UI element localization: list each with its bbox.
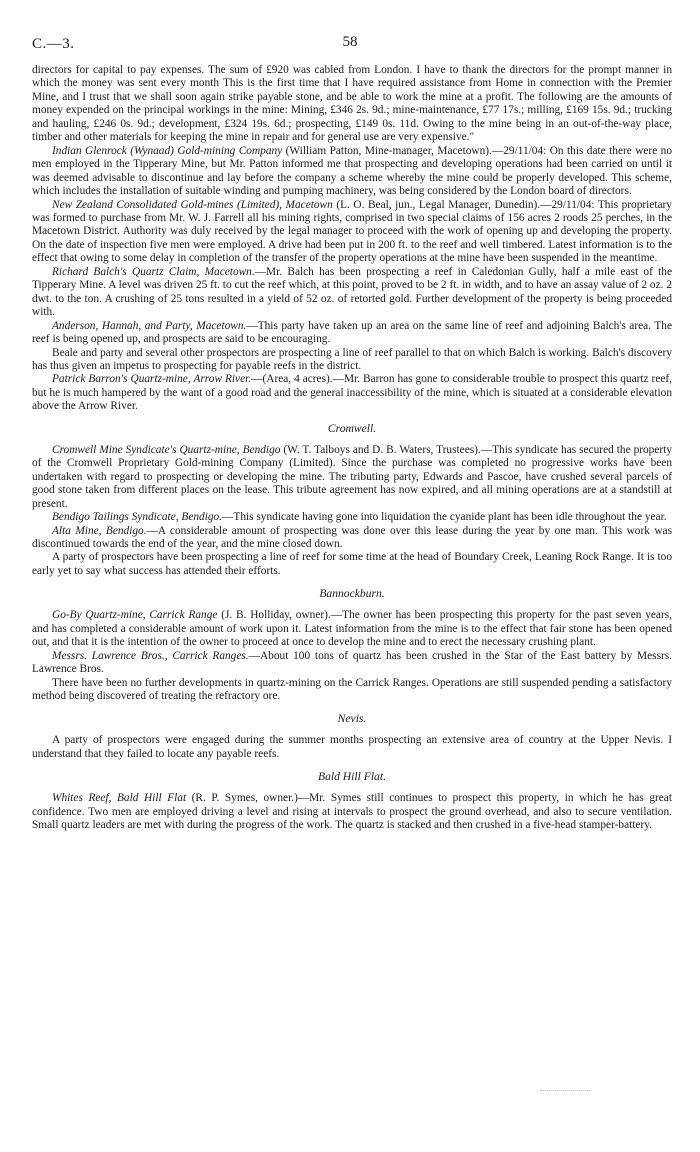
paragraph-indian-glenrock: Indian Glenrock (Wynaad) Gold-mining Company (William Patton, Mine-manager, Macetown).—29/11/04: On this date there were no men employed in the Tipperary Mine, but Mr. Patton informed me that prospecting and developing operations had been carried on until it was deemed advisable to discontinue and lay before the company a scheme whereby the mine could be properly developed. This scheme, which includes the installation of suitable winding and pumping machinery, was being considered by the London board of directors. bbox=[32, 144, 673, 198]
paragraph-carrick-ranges: There have been no further developments in quartz-mining on the Carrick Ranges. Operations are still suspended pending a satisfactory method being discovered of treating the refractory ore. bbox=[32, 676, 672, 703]
paragraph-continuation: directors for capital to pay expenses. The sum of £920 was cabled from London. I have to thank the directors for the prompt manner in which the money was sent every month This is the first time that I have required assistance from Home in connection with the Premier Mine, and I trust that we shall soon again strike payable stone, and be able to work the mine at a profit. The following are the amounts of money expended on the principal workings in the mine: Mining, £346 2s. 9d.; mine-maintenance, £77 17s.; milling, £169 15s. 9d.; trucking and hauling, £246 0s. 9d.; development, £324 19s. 6d.; prospecting, £149 0s. 11d. Owing to the mine being in an out-of-the-way place, timber and other materials for keeping the mine in repair and for general use are very expensive." bbox=[32, 64, 672, 144]
paragraph-bendigo-tailings: Bendigo Tailings Syndicate, Bendigo.—This syndicate having gone into liquidation the cyanide plant has been idle throughout the year. bbox=[52, 511, 667, 524]
paragraph-whites-reef: Whites Reef, Bald Hill Flat (R. P. Symes, owner.)—Mr. Symes still continues to prospect this property, in which he has great confidence. Two men are employed driving a level and rising at intervals to prospect the ground overhead, and also to secure ventilation. Small quartz leaders are met with during the progress of the work. The quartz is stacked and then crushed in a five-head stamper-battery. bbox=[32, 792, 672, 832]
section-heading-nevis: Nevis. bbox=[337, 712, 367, 726]
paragraph-upper-nevis: A party of prospectors were engaged during the summer months prospecting an extensive area of country at the Upper Nevis. I understand that they failed to locate any payable reefs. bbox=[32, 734, 672, 760]
paragraph-boundary-creek: A party of prospectors have been prospecting a line of reef for some time at the head of Boundary Creek, Leaning Rock Range. It is too early yet to say what success has attended their efforts. bbox=[32, 551, 672, 577]
paragraph-balch-claim: Richard Balch's Quartz Claim, Macetown.—Mr. Balch has been prospecting a reef in Caledonian Gully, half a mile east of the Tipperary Mine. A level was driven 25 ft. to cut the reef which, at this point, proved to be 2 ft. in width, and to have an assay value of 2 oz. 2 dwt. to the ton. A crushing of 25 tons resulted in a yield of 52 oz. of retorted gold. Further development of the property is being proceeded with. bbox=[32, 265, 672, 319]
document-reference: C.—3. bbox=[32, 36, 75, 52]
paragraph-cromwell-syndicate: Cromwell Mine Syndicate's Quartz-mine, Bendigo (W. T. Talboys and D. B. Waters, Trustees).—This syndicate has secured the property of the Cromwell Proprietary Gold-mining Company (Limited). Since the purchase was completed no progressive works have been undertaken with regard to prospecting or developing the mine. The tributing party, Edwards and Pascoe, have crushed several parcels of good stone taken from different places on the lease. This tribute agreement has now expired, and all mining operations are at a standstill at present. bbox=[32, 443, 672, 510]
section-heading-cromwell: Cromwell. bbox=[327, 421, 377, 435]
paragraph-beale-party: Beale and party and several other prospectors are prospecting a line of reef parallel to that on which Balch is working. Balch's discovery has thus given an impetus to prospecting for payable reefs in the district. bbox=[32, 346, 672, 372]
paragraph-barron-mine: Patrick Barron's Quartz-mine, Arrow River.—(Area, 4 acres).—Mr. Barron has gone to considerable trouble to prospect this quartz reef, but he is much hampered by the want of a good road and the general inaccessibility of the mine, which is situated at a considerable elevation above the Arrow River. bbox=[32, 373, 672, 413]
page-number: 58 bbox=[342, 34, 358, 50]
paragraph-nz-consolidated: New Zealand Consolidated Gold-mines (Limited), Macetown (L. O. Beal, jun., Legal Manager, Dunedin).—29/11/04: This proprietary was formed to purchase from Mr. W. J. Farrell all his mining rights, comprised in two special claims of 156 acres 2 roods 25 perches, in the Macetown District. Authority was duly received by the legal manager to proceed with the work of opening up and developing the property. On the date of inspection five men were employed. A drive had been put in 200 ft. to the reef and well timbered. Latest information is to the effect that owing to some delay in completion of the transfer of the property operations at the mine have been suspended in the meantime. bbox=[32, 198, 672, 265]
scan-speckle bbox=[540, 1090, 590, 1093]
document-body bbox=[32, 64, 672, 833]
paragraph-anderson-party: Anderson, Hannah, and Party, Macetown.—This party have taken up an area on the same line of reef and adjoining Balch's area. The reef is being opened up, and prospects are said to be encouraging. bbox=[32, 319, 672, 346]
paragraph-go-by-mine: Go-By Quartz-mine, Carrick Range (J. B. Holliday, owner).—The owner has been prospecting this property for the past seven years, and has completed a considerable amount of work upon it. Latest information from the mine is to the effect that fair stone has been opened out, and that it is the intention of the owner to proceed at once to develop the mine and to erect the necessary crushing plant. bbox=[32, 609, 672, 649]
paragraph-alta-mine: Alta Mine, Bendigo.—A considerable amount of prospecting was done over this lease during the year by one man. This work was discontinued towards the end of the year, and the mine closed down. bbox=[32, 524, 673, 550]
paragraph-lawrence-bros: Messrs. Lawrence Bros., Carrick Ranges.—About 100 tons of quartz has been crushed in the Star of the East battery by Messrs. Lawrence Bros. bbox=[32, 649, 673, 676]
section-heading-bald-hill-flat: Bald Hill Flat. bbox=[318, 770, 386, 784]
section-heading-bannockburn: Bannockburn. bbox=[319, 587, 385, 601]
